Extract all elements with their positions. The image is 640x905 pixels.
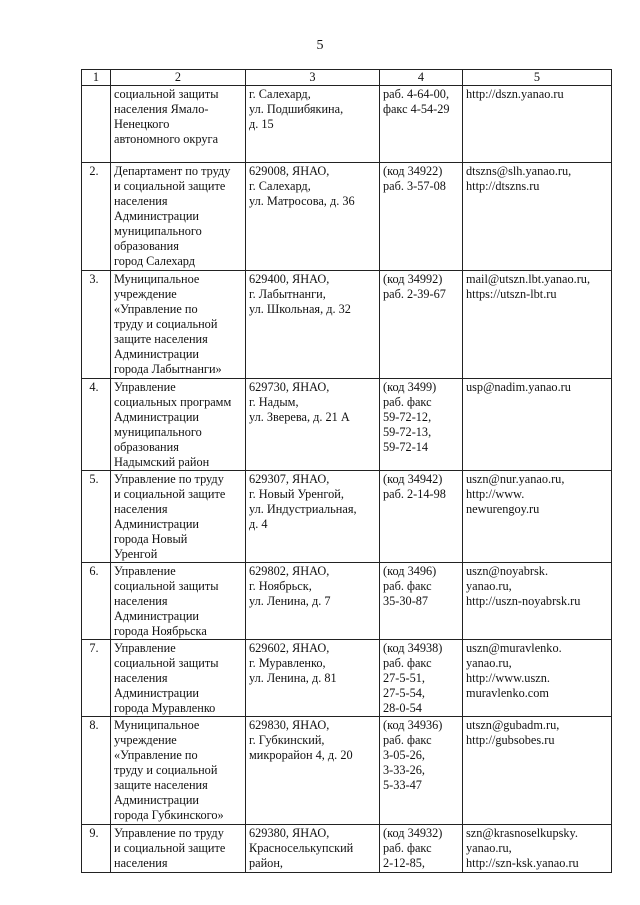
address: 629602, ЯНАО, г. Муравленко, ул. Ленина, д. 81	[246, 640, 380, 717]
column-header-3: 3	[246, 70, 380, 86]
email-website: mail@utszn.lbt.yanao.ru, https://utszn-lbt.ru	[463, 271, 612, 379]
table-row	[82, 825, 612, 873]
address: 629400, ЯНАО, г. Лабытнанги, ул. Школьная, д. 32	[246, 271, 380, 379]
phone: (код 3499) раб. факс 59-72-12, 59-72-13, 59-72-14	[380, 379, 463, 471]
address: 629307, ЯНАО, г. Новый Уренгой, ул. Индустриальная, д. 4	[246, 471, 380, 563]
email-website: uszn@muravlenko. yanao.ru, http://www.uszn. muravlenko.com	[463, 640, 612, 717]
organization-name: социальной защиты населения Ямало- Ненецкого автономного округа	[111, 86, 246, 163]
email-website: uszn@nur.yanao.ru, http://www. newurengoy.ru	[463, 471, 612, 563]
row-number: 8.	[82, 717, 111, 825]
phone: раб. 4-64-00, факс 4-54-29	[380, 86, 463, 163]
address: 629380, ЯНАО, Красноселькупский район,	[246, 825, 380, 873]
email-website: utszn@gubadm.ru, http://gubsobes.ru	[463, 717, 612, 825]
table-row	[82, 379, 612, 471]
row-number	[82, 86, 111, 163]
organization-name: Департамент по труду и социальной защите населения Администрации муниципального образования город Салехард	[111, 163, 246, 271]
phone: (код 34942) раб. 2-14-98	[380, 471, 463, 563]
row-number: 4.	[82, 379, 111, 471]
table-row	[82, 86, 612, 163]
address: 629730, ЯНАО, г. Надым, ул. Зверева, д. 21 А	[246, 379, 380, 471]
organization-name: Муниципальное учреждение «Управление по труду и социальной защите населения Администрации города Лабытнанги»	[111, 271, 246, 379]
table-row	[82, 640, 612, 717]
table-row	[82, 563, 612, 640]
organization-name: Управление социальных программ Администрации муниципального образования Надымский район	[111, 379, 246, 471]
phone: (код 34992) раб. 2-39-67	[380, 271, 463, 379]
phone: (код 34936) раб. факс 3-05-26, 3-33-26, 5-33-47	[380, 717, 463, 825]
email-website: dtszns@slh.yanao.ru, http://dtszns.ru	[463, 163, 612, 271]
column-header-1: 1	[82, 70, 111, 86]
row-number: 2.	[82, 163, 111, 271]
phone: (код 34922) раб. 3-57-08	[380, 163, 463, 271]
phone: (код 3496) раб. факс 35-30-87	[380, 563, 463, 640]
phone: (код 34932) раб. факс 2-12-85,	[380, 825, 463, 873]
column-header-4: 4	[380, 70, 463, 86]
row-number: 5.	[82, 471, 111, 563]
address: г. Салехард, ул. Подшибякина, д. 15	[246, 86, 380, 163]
table-header-row	[82, 70, 612, 86]
contacts-table	[81, 69, 612, 873]
row-number: 9.	[82, 825, 111, 873]
organization-name: Муниципальное учреждение «Управление по труду и социальной защите населения Администрации города Губкинского»	[111, 717, 246, 825]
phone: (код 34938) раб. факс 27-5-51, 27-5-54, 28-0-54	[380, 640, 463, 717]
table-row	[82, 163, 612, 271]
organization-name: Управление социальной защиты населения Администрации города Ноябрьска	[111, 563, 246, 640]
column-header-2: 2	[111, 70, 246, 86]
organization-name: Управление по труду и социальной защите населения Администрации города Новый Уренгой	[111, 471, 246, 563]
row-number: 3.	[82, 271, 111, 379]
address: 629830, ЯНАО, г. Губкинский, микрорайон 4, д. 20	[246, 717, 380, 825]
address: 629008, ЯНАО, г. Салехард, ул. Матросова, д. 36	[246, 163, 380, 271]
organization-name: Управление социальной защиты населения Администрации города Муравленко	[111, 640, 246, 717]
page-number: 5	[316, 38, 324, 53]
organization-name: Управление по труду и социальной защите населения	[111, 825, 246, 873]
column-header-5: 5	[463, 70, 612, 86]
email-website: usp@nadim.yanao.ru	[463, 379, 612, 471]
row-number: 6.	[82, 563, 111, 640]
email-website: uszn@noyabrsk. yanao.ru, http://uszn-noyabrsk.ru	[463, 563, 612, 640]
table-row	[82, 471, 612, 563]
row-number: 7.	[82, 640, 111, 717]
email-website: szn@krasnoselkupsky. yanao.ru, http://szn-ksk.yanao.ru	[463, 825, 612, 873]
email-website: http://dszn.yanao.ru	[463, 86, 612, 163]
table-row	[82, 717, 612, 825]
table-row	[82, 271, 612, 379]
address: 629802, ЯНАО, г. Ноябрьск, ул. Ленина, д. 7	[246, 563, 380, 640]
